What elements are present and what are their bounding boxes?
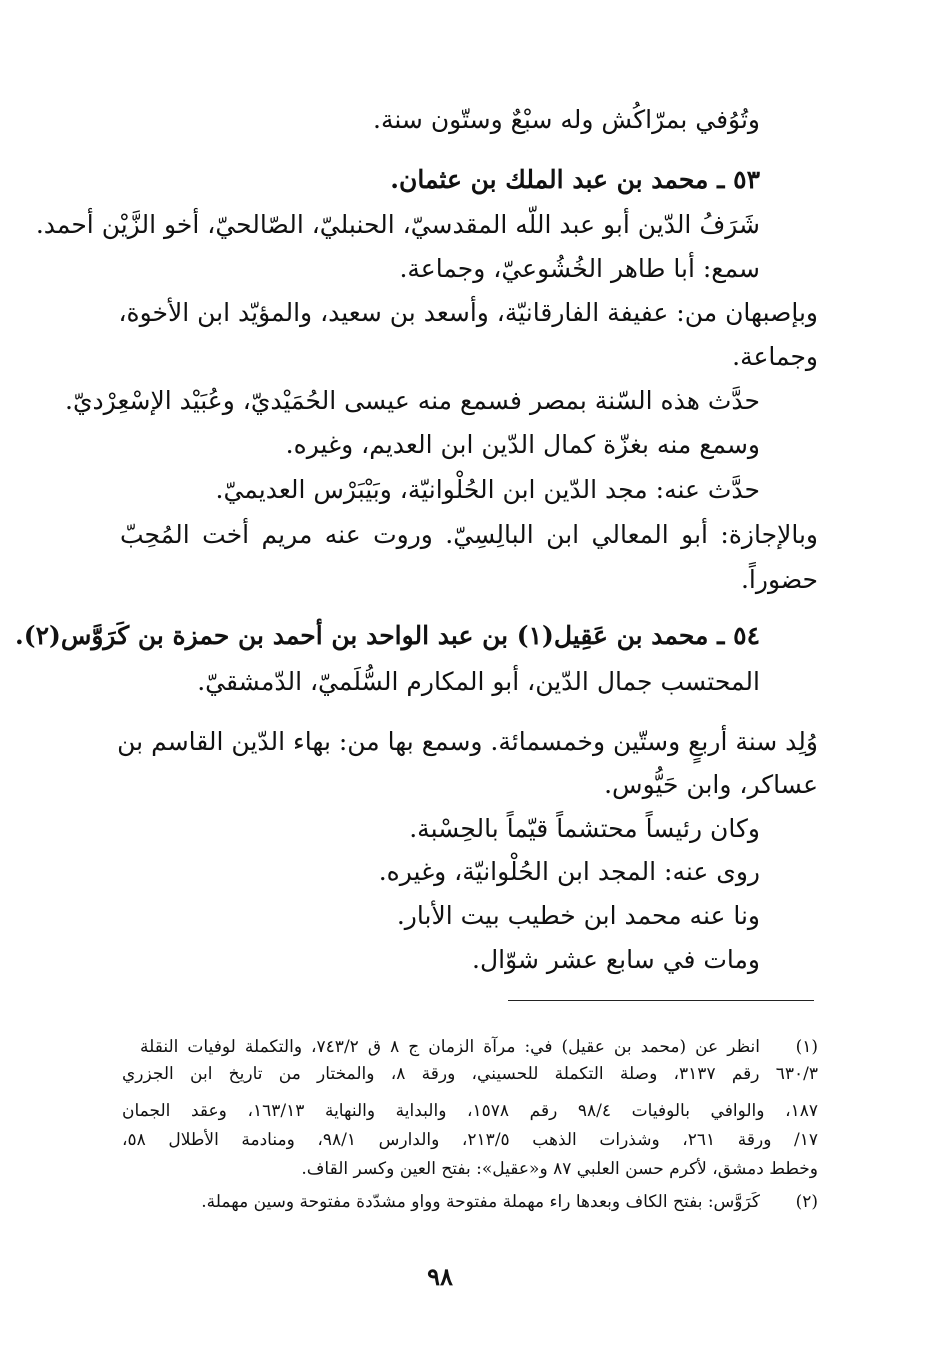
text-line: ومات في سابع عشر شوّال. [472,945,760,974]
footnote-line: ١٨٧، والوافي بالوفيات ٩٨/٤ رقم ١٥٧٨، والبداية والنهاية ١٦٣/١٣، وعقد الجمان [122,1101,818,1121]
text-line: عساكر، وابن حَيُّوس. [604,770,818,799]
footnote-line: ١٧/ ورقة ٢٦١، وشذرات الذهب ٢١٣/٥، والدارس ٩٨/١، ومنادمة الأطلال ٥٨، [122,1130,819,1150]
text-line: ونا عنه محمد ابن خطيب بيت الأبار. [396,901,760,930]
text-line: حدَّث هذه السّنة بمصر فسمع منه عيسى الحُمَيْديّ، وعُبَيْد الإسْعِرْديّ. [65,386,760,415]
footnote-divider [508,1000,814,1001]
footnote-line: وخطط دمشق، لأكرم حسن العلبي ٨٧ و«عقيل»: بفتح العين وكسر القاف. [301,1159,818,1179]
text-line: حدَّث عنه: مجد الدّين ابن الحُلْوانيّة، وبَيْبَرْس العديميّ. [215,475,760,504]
text-line: روى عنه: المجد ابن الحُلْوانيّة، وغيره. [378,857,760,886]
text-line: وبالإجازة: أبو المعالي ابن البالِسِيّ. وروت عنه مريم أخت المُحِبّ [120,520,818,549]
footnote-line: ٦٣٠/٣ رقم ٣١٣٧، وصلة التكملة للحسيني، ورقة ٨، والمختار من تاريخ ابن الجزري [122,1064,819,1084]
footnote-number: (٢) [795,1192,818,1212]
text-line: وسمع منه بغزّة كمال الدّين ابن العديم، وغيره. [285,430,760,459]
entry-heading: ٥٣ ـ محمد بن عبد الملك بن عثمان. [390,165,760,194]
entry-heading: ٥٤ ـ محمد بن عَقِيل(١) بن عبد الواحد بن أحمد بن حمزة بن كَرَوَّس(٢). [15,621,760,650]
text-line: وُلِد سنة أربعٍ وستّين وخمسمائة. وسمع بها من: بهاء الدّين القاسم بن [117,727,818,756]
text-line: سمع: أبا طاهر الخُشُوعيّ، وجماعة. [399,254,760,283]
page-number: ٩٨ [427,1262,453,1291]
text-line: وجماعة. [732,342,818,371]
text-line: شَرَفُ الدّين أبو عبد اللّه المقدسيّ، الحنبليّ، الصّالحيّ، أخو الزَّيْن أحمد. [35,210,760,239]
text-line: وكان رئيساً محتشماً قيّماً بالحِسْبة. [409,814,760,843]
text-line: المحتسب جمال الدّين، أبو المكارم السُّلَميّ، الدّمشقيّ. [197,667,760,696]
footnote-number: (١) [795,1037,818,1057]
text-line: وتُوُفي بمرّاكُش وله سبْعٌ وستّون سنة. [373,105,760,134]
footnote-line: كَرَوَّس: بفتح الكاف وبعدها راء مهملة مفتوحة وواو مشدّدة مفتوحة وسين مهملة. [201,1192,760,1212]
text-line: حضوراً. [740,565,818,594]
text-line: وبإصبهان من: عفيفة الفارقانيّة، وأسعد بن سعيد، والمؤيّد ابن الأخوة، [118,298,818,327]
footnote-line: انظر عن (محمد بن عقيل) في: مرآة الزمان ج ٨ ق ٧٤٣/٢، والتكملة لوفيات النقلة [140,1037,760,1057]
